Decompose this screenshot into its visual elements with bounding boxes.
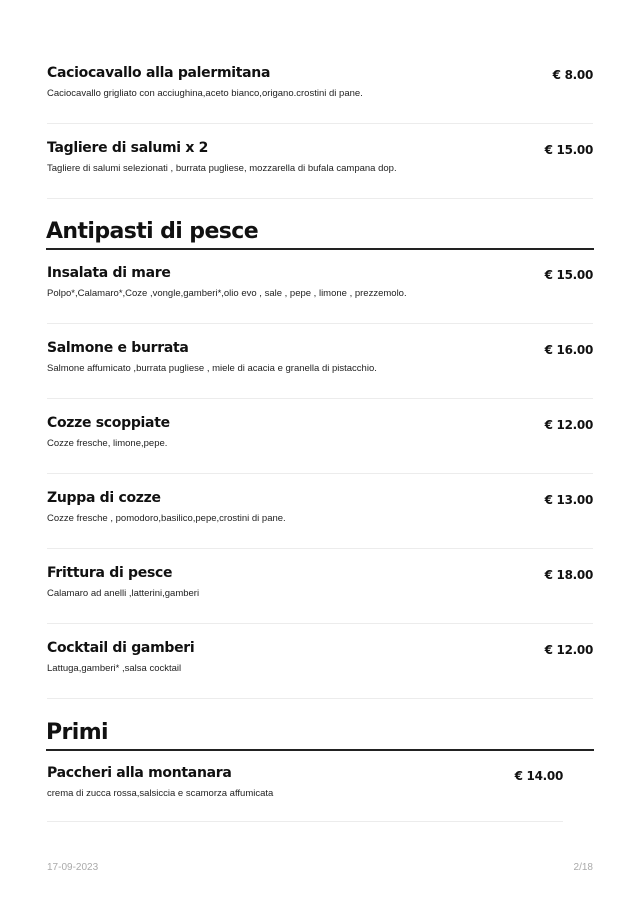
item-price: € 15.00 [544, 268, 593, 282]
item-description: Cozze fresche , pomodoro,basilico,pepe,crostini di pane. [47, 513, 286, 524]
footer-date: 17-09-2023 [47, 862, 99, 873]
item-description: Salmone affumicato ,burrata pugliese , miele di acacia e granella di pistacchio. [47, 363, 377, 374]
item-description: Calamaro ad anelli ,latterini,gamberi [47, 588, 200, 599]
menu-item [47, 339, 593, 375]
section-title: Antipasti di pesce [46, 219, 259, 244]
item-divider [47, 323, 593, 324]
item-divider [47, 198, 593, 199]
item-name: Salmone e burrata [47, 340, 189, 356]
item-divider [47, 623, 593, 624]
item-divider [47, 123, 593, 124]
menu-item [47, 564, 593, 600]
menu-item [47, 414, 593, 450]
item-divider [47, 698, 593, 699]
item-name: Insalata di mare [47, 265, 171, 281]
item-price: € 16.00 [544, 343, 593, 357]
item-description: Caciocavallo grigliato con acciughina,aceto bianco,origano.crostini di pane. [47, 88, 363, 99]
item-name: Cocktail di gamberi [47, 640, 195, 656]
menu-item [47, 139, 593, 175]
section-rule [46, 749, 594, 751]
item-price: € 15.00 [544, 143, 593, 157]
menu-item [47, 264, 593, 300]
item-divider [47, 473, 593, 474]
item-price: € 12.00 [544, 418, 593, 432]
item-price: € 13.00 [544, 493, 593, 507]
item-price: € 14.00 [514, 769, 563, 783]
item-description: Lattuga,gamberi* ,salsa cocktail [47, 663, 182, 674]
item-name: Paccheri alla montanara [47, 765, 232, 781]
item-description: Polpo*,Calamaro*,Coze ,vongle,gamberi*,olio evo , sale , pepe , limone , prezzemolo. [47, 288, 407, 299]
item-name: Zuppa di cozze [47, 490, 161, 506]
footer-page-number: 2/18 [573, 862, 593, 873]
item-divider [47, 548, 593, 549]
menu-item [47, 489, 593, 525]
item-name: Caciocavallo alla palermitana [47, 65, 271, 81]
item-name: Tagliere di salumi x 2 [47, 140, 209, 156]
section-rule [46, 248, 594, 250]
item-divider [47, 398, 593, 399]
menu-item [47, 64, 593, 100]
item-name: Cozze scoppiate [47, 415, 170, 431]
section-title: Primi [46, 720, 108, 745]
item-description: Cozze fresche, limone,pepe. [47, 438, 168, 449]
item-name: Frittura di pesce [47, 565, 173, 581]
item-price: € 18.00 [544, 568, 593, 582]
item-description: Tagliere di salumi selezionati , burrata pugliese, mozzarella di bufala campana dop. [47, 163, 397, 174]
item-price: € 12.00 [544, 643, 593, 657]
item-description: crema di zucca rossa,salsiccia e scamorza affumicata [47, 788, 274, 799]
menu-item [47, 639, 593, 675]
menu-item [47, 764, 563, 800]
item-divider [47, 821, 563, 822]
item-price: € 8.00 [552, 68, 593, 82]
